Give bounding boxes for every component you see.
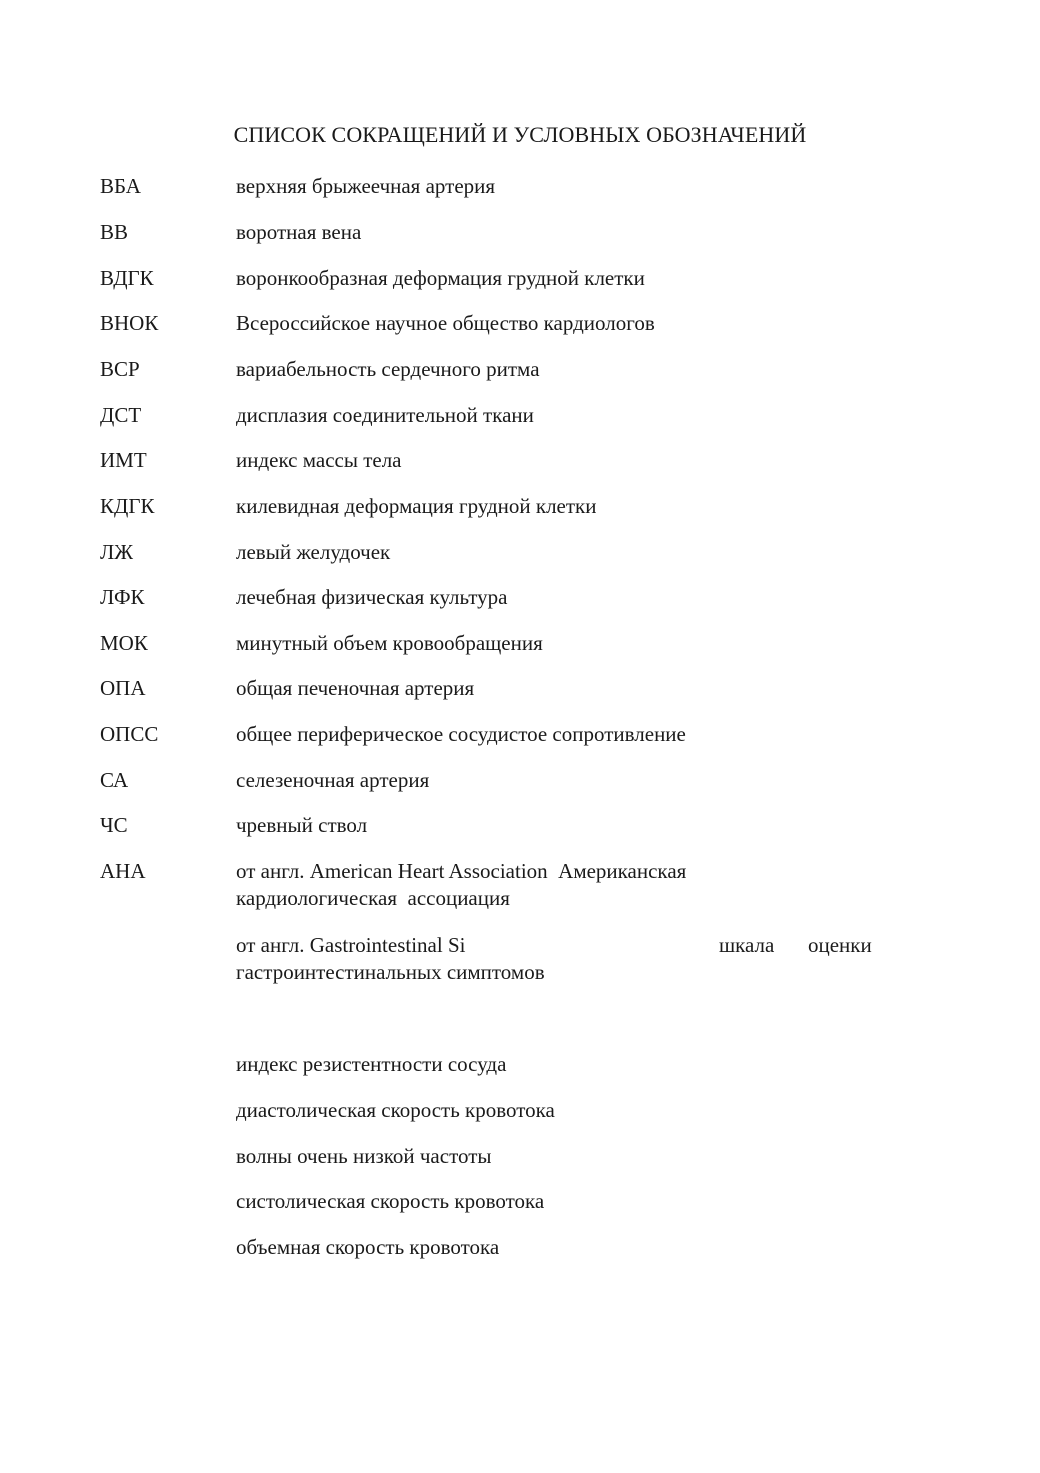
- definition: общее периферическое сосудистое сопротивление: [236, 722, 686, 746]
- definition: лечебная физическая культура: [236, 585, 508, 609]
- definition: общая печеночная артерия: [236, 676, 475, 700]
- abbreviation: ЧС: [100, 813, 128, 837]
- definition: дисплазия соединительной ткани: [236, 403, 534, 427]
- definition: килевидная деформация грудной клетки: [236, 494, 597, 518]
- definition-line: [236, 932, 883, 959]
- definition-line: гастроинтестинальных симптомов: [236, 960, 545, 984]
- definition: селезеночная артерия: [236, 768, 430, 792]
- abbreviation: ОПСС: [100, 722, 159, 746]
- definition: воронкообразная деформация грудной клетки: [236, 266, 645, 290]
- abbreviation: ВВ: [100, 220, 129, 244]
- definition: индекс резистентности сосуда: [236, 1052, 507, 1076]
- definition: минутный объем кровообращения: [236, 631, 543, 655]
- abbreviation: МОК: [100, 631, 148, 655]
- definition: левый желудочек: [236, 540, 391, 564]
- definition: верхняя брыжеечная артерия: [236, 174, 496, 198]
- page-title: СПИСОК СОКРАЩЕНИЙ И УСЛОВНЫХ ОБОЗНАЧЕНИЙ: [233, 122, 807, 147]
- definition-segment: шкала: [719, 933, 775, 957]
- abbreviation: ЛФК: [100, 585, 145, 609]
- abbreviation: СА: [100, 768, 129, 792]
- definition: воротная вена: [236, 220, 362, 244]
- definition-segment: оценки: [808, 933, 872, 957]
- definition-segment: от англ. Gastrointestinal Si: [236, 933, 466, 957]
- definition: чревный ствол: [236, 813, 368, 837]
- definition: индекс массы тела: [236, 448, 402, 472]
- abbreviation: ОПА: [100, 676, 146, 700]
- abbreviation: ВБА: [100, 174, 141, 198]
- definition: систолическая скорость кровотока: [236, 1189, 545, 1213]
- definition-line: от англ. American Heart Association Американская: [236, 859, 687, 883]
- abbreviation: ВДГК: [100, 266, 154, 290]
- definition-line: кардиологическая ассоциация: [236, 886, 510, 910]
- abbreviation: ЛЖ: [100, 540, 134, 564]
- definition: волны очень низкой частоты: [236, 1144, 492, 1168]
- definition: [236, 932, 883, 986]
- abbreviation: ВСР: [100, 357, 140, 381]
- definition: Всероссийское научное общество кардиологов: [236, 311, 655, 335]
- definition: объемная скорость кровотока: [236, 1235, 500, 1259]
- abbreviation: ИМТ: [100, 448, 147, 472]
- definition: [236, 858, 686, 912]
- abbreviation: КДГК: [100, 494, 155, 518]
- definition: вариабельность сердечного ритма: [236, 357, 540, 381]
- abbreviation: ДСТ: [100, 403, 142, 427]
- definition: диастолическая скорость кровотока: [236, 1098, 555, 1122]
- abbreviation: АНА: [100, 859, 146, 883]
- abbreviation: ВНОК: [100, 311, 159, 335]
